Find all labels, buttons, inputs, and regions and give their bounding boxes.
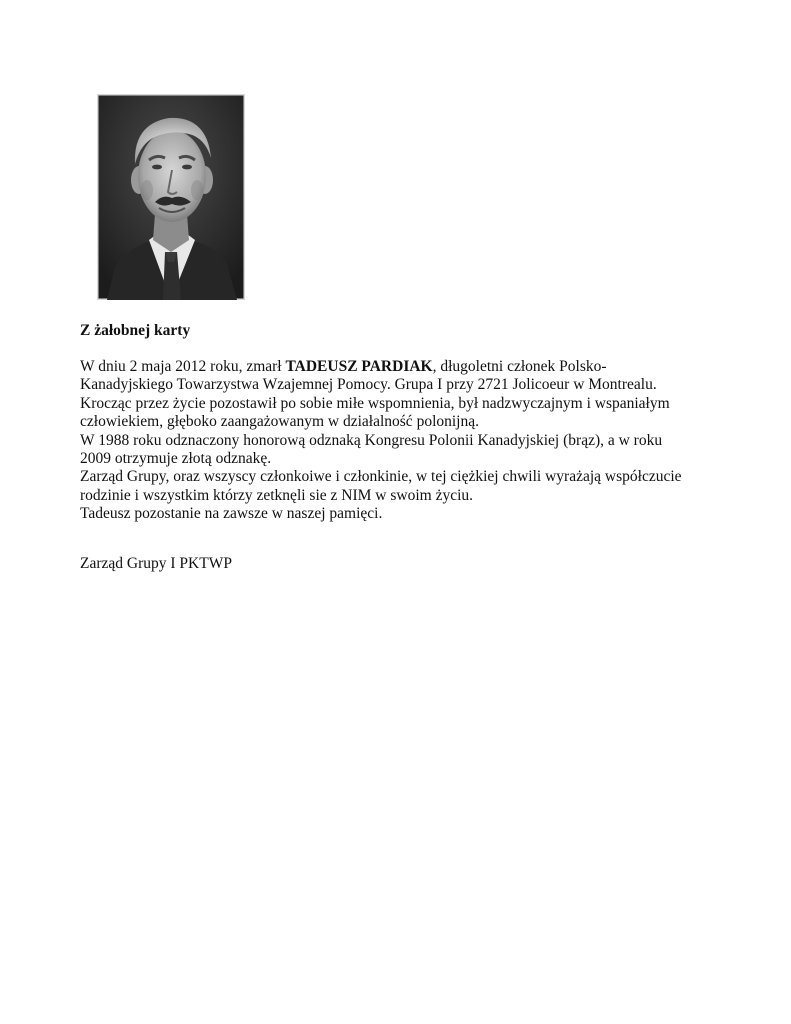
- obituary-line: Zarząd Grupy, oraz wszyscy członkoiwe i członkinie, w tej ciężkiej chwili wyrażają współczucie: [80, 468, 682, 486]
- obituary-line: rodzinie i wszystkim którzy zetknęli sie z NIM w swoim życiu.: [80, 486, 474, 504]
- obituary-line: Kanadyjskiego Towarzystwa Wzajemnej Pomocy. Grupa I przy 2721 Jolicoeur w Montrealu.: [80, 376, 657, 394]
- obituary-heading: Z żałobnej karty: [80, 322, 191, 339]
- intro-text-continued: , długoletni członek Polsko-: [432, 358, 607, 375]
- obituary-line: człowiekiem, głęboko zaangażowanym w działalność polonijną.: [80, 413, 479, 431]
- obituary-line: Tadeusz pozostanie na zawsze w naszej pamięci.: [80, 505, 383, 523]
- portrait-photo: [97, 94, 245, 300]
- obituary-line: W 1988 roku odznaczony honorową odznaką Kongresu Polonii Kanadyjskiej (brąz), a w roku: [80, 431, 663, 449]
- obituary-line: Krocząc przez życie pozostawił po sobie miłe wspomnienia, był nadzwyczajnym i wspaniałym: [80, 394, 670, 412]
- obituary-line: 2009 otrzymuje złotą odznakę.: [80, 450, 272, 468]
- intro-text: W dniu 2 maja 2012 roku, zmarł: [80, 358, 286, 375]
- deceased-name: TADEUSZ PARDIAK: [285, 358, 433, 375]
- signature: Zarząd Grupy I PKTWP: [80, 555, 232, 572]
- obituary-line: [80, 358, 720, 376]
- obituary-paragraph: [80, 358, 720, 524]
